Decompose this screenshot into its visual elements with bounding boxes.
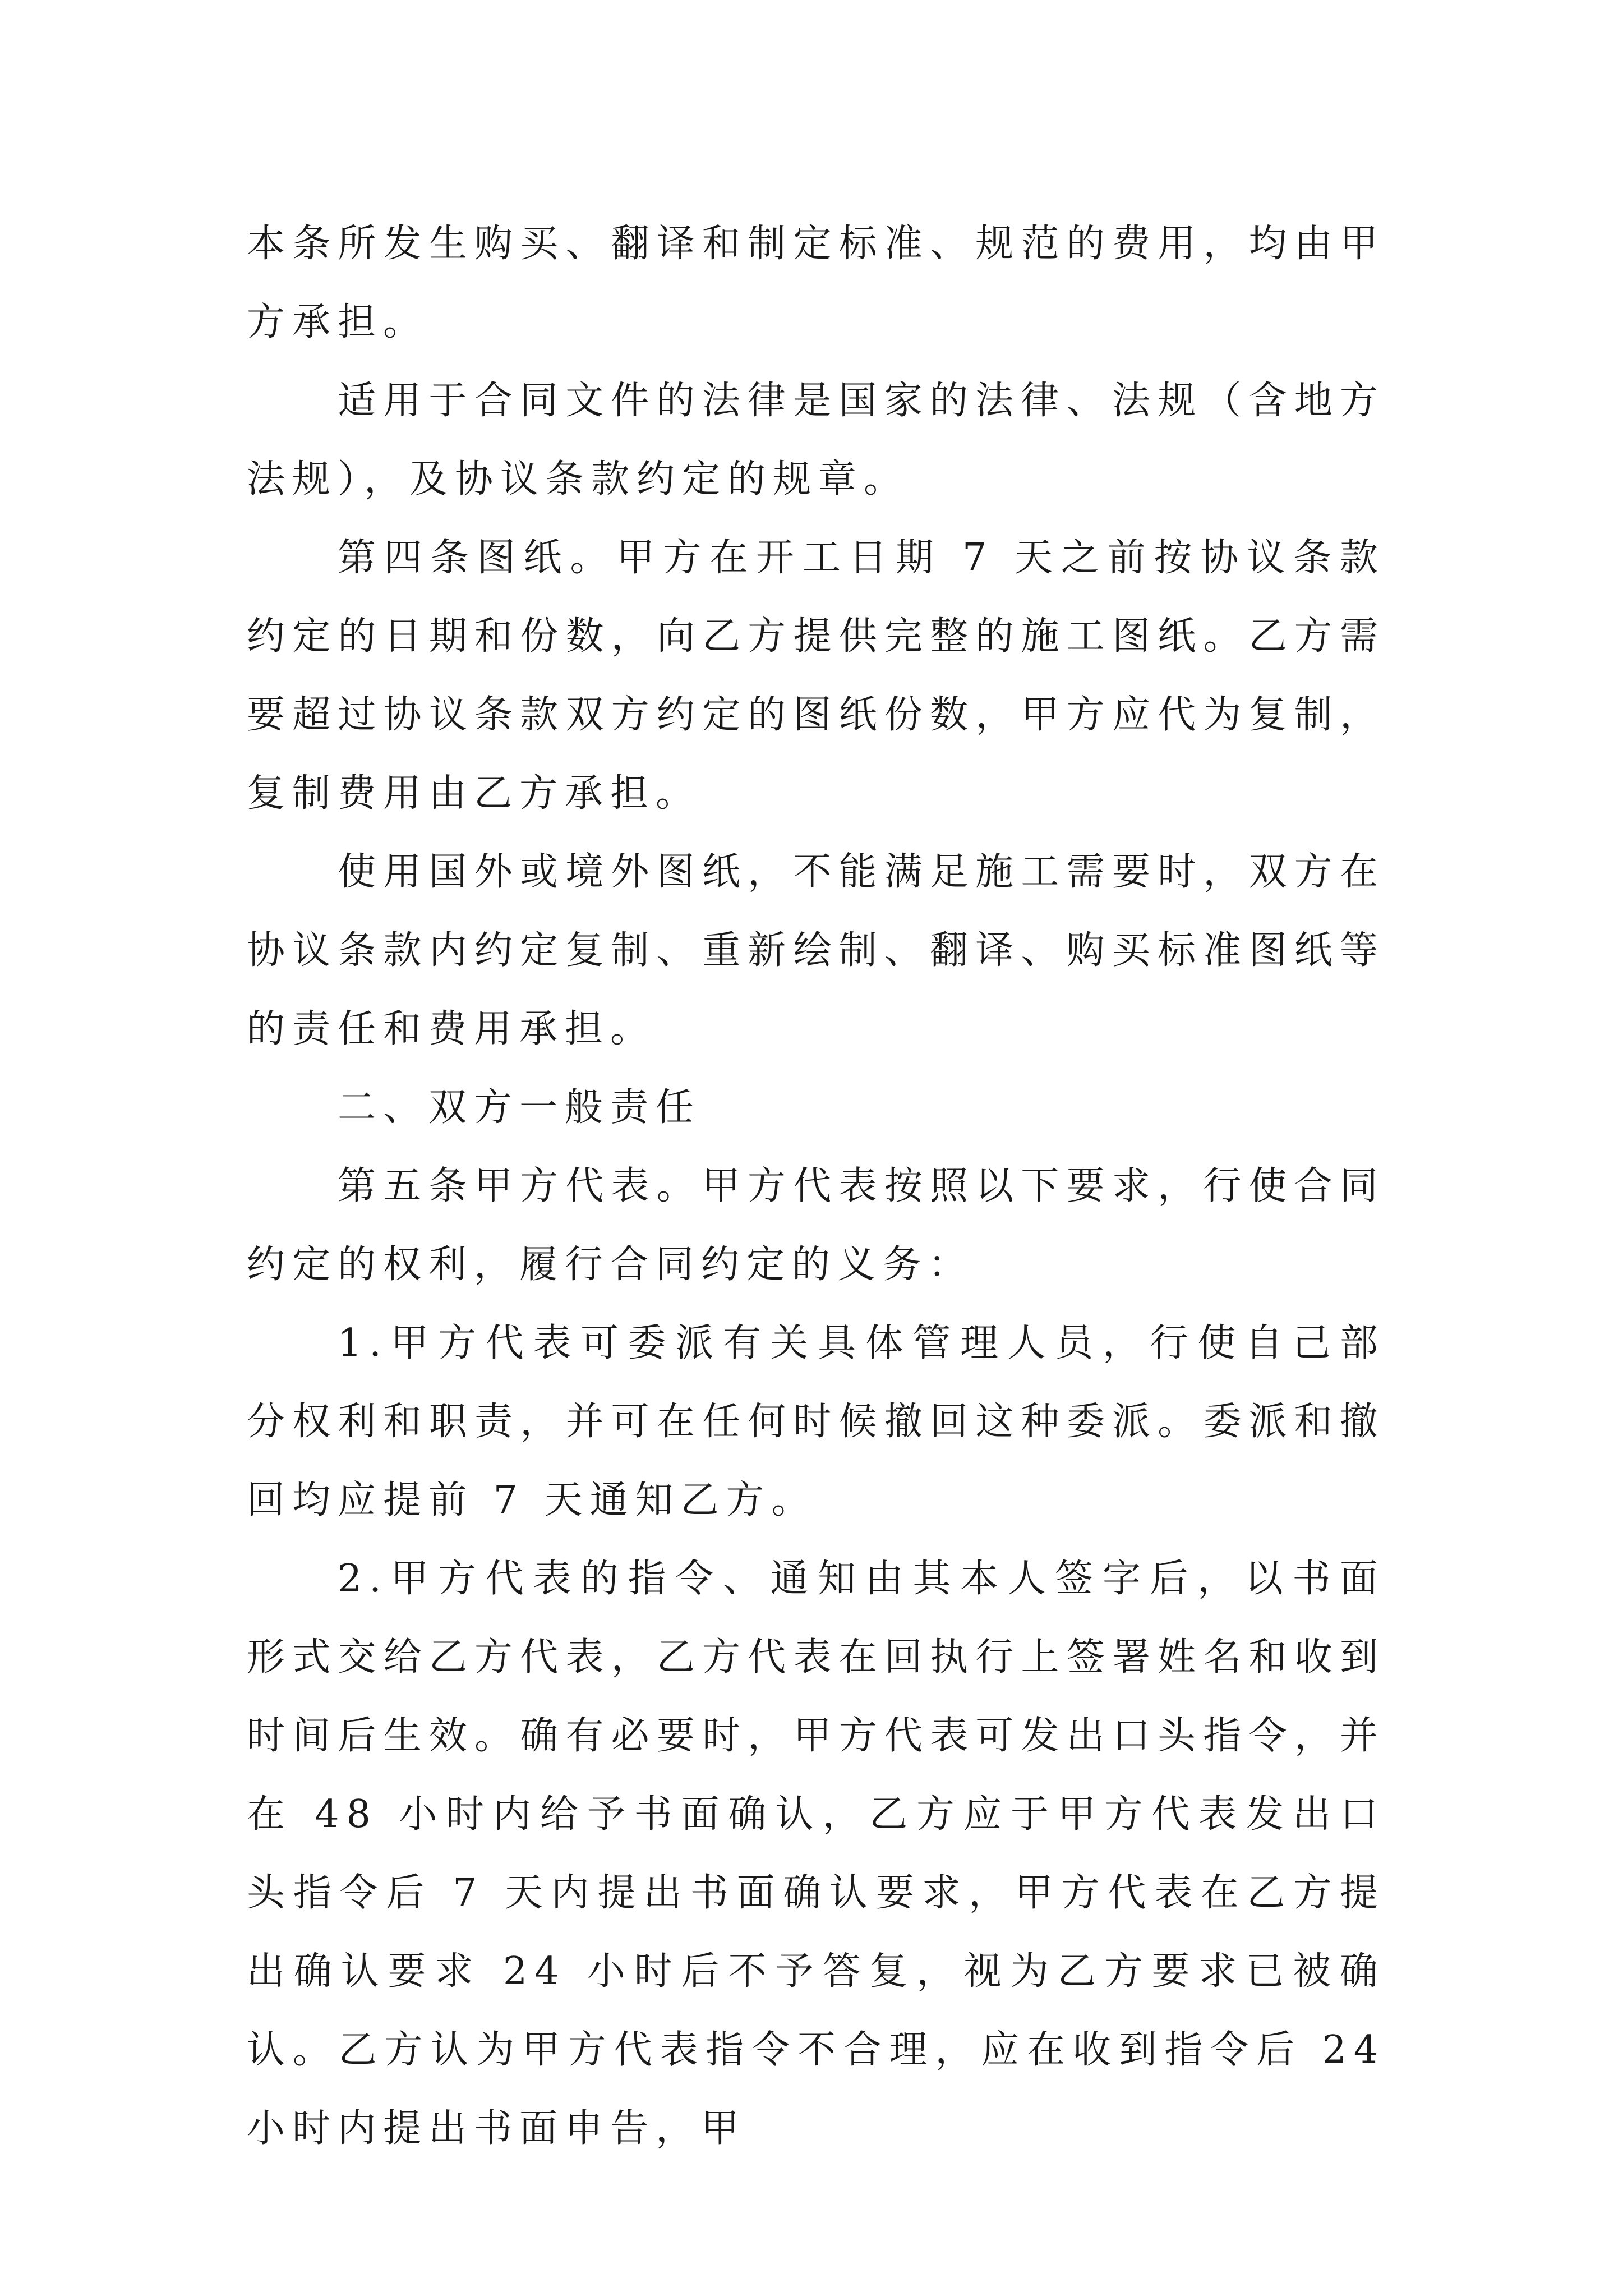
paragraph: 第五条甲方代表。甲方代表按照以下要求，行使合同约定的权利，履行合同约定的义务： xyxy=(247,1164,1385,1287)
section-heading: 二、双方一般责任 xyxy=(338,1085,702,1130)
paragraph: 第四条图纸。甲方在开工日期 7 天之前按协议条款约定的日期和份数，向乙方提供完整的施工图纸。乙方需要超过协议条款双方约定的图纸份数，甲方应代为复制，复制费用由乙方承担。 xyxy=(247,536,1385,816)
list-item: 1.甲方代表可委派有关具体管理人员，行使自己部分权利和职责，并可在任何时候撤回这种委派。委派和撤回均应提前 7 天通知乙方。 xyxy=(247,1321,1385,1522)
body-text xyxy=(247,205,1385,2168)
list-item: 2.甲方代表的指令、通知由其本人签字后，以书面形式交给乙方代表，乙方代表在回执行上签署姓名和收到时间后生效。确有必要时，甲方代表可发出口头指令，并在 48 小时内给予书面确认，乙方应于甲方代表发出口头指令后 7 天内提出书面确认要求，甲方代表在乙方提出确认要求 24 小时后不予答复，视为乙方要求已被确认。乙方认为甲方代表指令不合理，应在收到指令后 24 小时内提出书面申告，甲 xyxy=(247,1557,1385,2151)
paragraph: 本条所发生购买、翻译和制定标准、规范的费用，均由甲方承担。 xyxy=(247,222,1385,344)
paragraph: 适用于合同文件的法律是国家的法律、法规（含地方法规），及协议条款约定的规章。 xyxy=(247,379,1385,501)
paragraph: 使用国外或境外图纸，不能满足施工需要时，双方在协议条款内约定复制、重新绘制、翻译、购买标准图纸等的责任和费用承担。 xyxy=(247,850,1385,1051)
